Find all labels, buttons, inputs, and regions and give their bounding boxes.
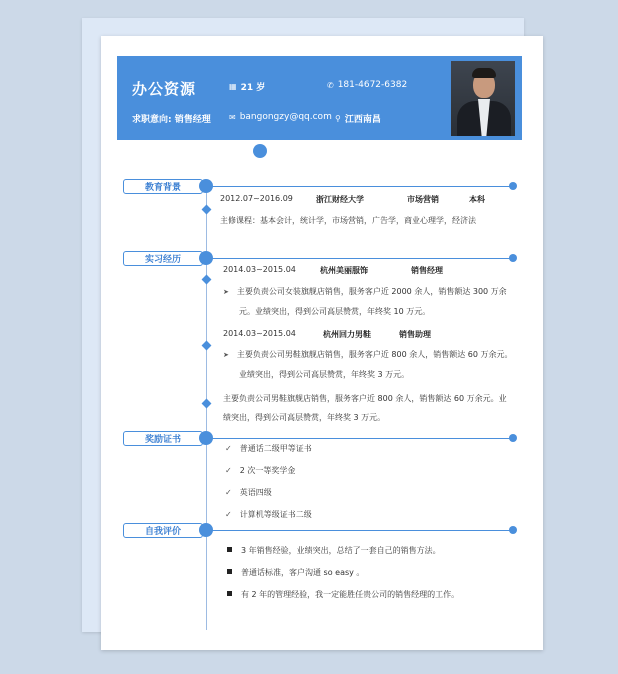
internship-divider [207,258,513,259]
phone-info [327,80,407,90]
extra-marker [202,399,212,409]
awards-list [225,438,312,526]
email-value: bangongzy@qq.com [239,112,332,122]
square-bullet-icon [227,547,232,552]
education-school: 浙江财经大学 [316,195,364,204]
education-marker [202,205,212,215]
award-text: 普通话二级甲等证书 [239,444,312,453]
check-icon: ✓ [225,466,232,475]
self-item [227,540,459,562]
internship-bullet [199,251,213,265]
job2-company: 杭州回力男鞋 [323,330,371,339]
check-icon: ✓ [225,488,232,497]
candidate-name: 办公资源 [132,80,197,98]
city-value: 江西南昌 [344,115,381,125]
self-item [227,562,459,584]
internship-heading: 实习经历 [123,251,203,266]
self-divider [207,530,513,531]
internship-end-dot [509,254,517,262]
education-degree: 本科 [469,195,485,204]
job1-company: 杭州美丽服饰 [320,266,368,275]
job1-role: 销售经理 [411,266,443,275]
job2-desc-line2: 业绩突出，得到公司高层赞赏，年终奖 3 万元。 [239,370,410,379]
self-text: 有 2 年的管理经验，我一定能胜任贵公司的销售经理的工作。 [241,590,460,599]
age-info [229,80,265,93]
profile-photo [451,61,515,136]
extra-description [223,389,507,427]
phone-value: 181-4672-6382 [337,80,408,90]
self-text: 3 年销售经验，业绩突出，总结了一套自己的销售方法。 [241,546,441,555]
award-text: 英语四级 [239,488,272,497]
self-item [227,584,459,606]
self-list [227,540,459,606]
award-item [225,482,312,504]
award-text: 2 次一等奖学金 [239,466,296,475]
job-intent: 求职意向: 销售经理 [132,115,211,125]
square-bullet-icon [227,569,232,574]
education-period: 2012.07~2016.09 [220,194,293,203]
extra-desc-line2: 绩突出，得到公司高层赞赏，年终奖 3 万元。 [223,413,386,422]
job1-desc-line1 [223,282,507,302]
check-icon: ✓ [225,510,232,519]
education-end-dot [509,182,517,190]
resume-page [101,36,543,650]
job2-marker [202,341,212,351]
award-item [225,504,312,526]
job1-period: 2014.03~2015.04 [223,265,296,274]
arrow-bullet-icon: ➤ [223,288,229,296]
self-heading: 自我评价 [123,523,203,538]
job1-description [223,282,507,321]
award-item [225,460,312,482]
photo-hair-shape [472,68,496,78]
awards-bullet [199,431,213,445]
header-connector-dot [253,144,267,158]
education-bullet [199,179,213,193]
self-bullet [199,523,213,537]
job2-role: 销售助理 [399,330,431,339]
phone-icon: ✆ [327,80,334,90]
self-text: 普通话标准，客户沟通 so easy 。 [241,568,365,577]
education-divider [207,186,513,187]
education-heading: 教育背景 [123,179,203,194]
age-value: 21 岁 [240,83,266,93]
mail-icon: ✉ [229,112,236,122]
job2-desc-text1: 主要负责公司男鞋旗舰店销售，服务客户近 800 余人，销售额达 60 万余元。 [236,350,513,359]
job1-desc-text1: 主要负责公司女装旗舰店销售，服务客户近 2000 余人，销售额达 300 万余 [236,287,507,296]
check-icon: ✓ [225,444,232,453]
awards-end-dot [509,434,517,442]
job1-desc-line2: 元。业绩突出，得到公司高层赞赏，年终奖 10 万元。 [239,307,431,316]
job1-marker [202,275,212,285]
resume-header [117,56,522,140]
awards-heading: 奖励证书 [123,431,203,446]
job2-period: 2014.03~2015.04 [223,329,296,338]
award-text: 计算机等级证书二级 [239,510,312,519]
education-courses: 主修课程：基本会计，统计学，市场营销，广告学，商业心理学，经济法 [220,216,476,225]
city-info [335,112,381,125]
award-item [225,438,312,460]
extra-desc-line1: 主要负责公司男鞋旗舰店销售，服务客户近 800 余人，销售额达 60 万余元。业 [223,394,507,403]
job2-description [223,345,513,384]
job2-desc-line1 [223,345,513,365]
location-pin-icon: ⚲ [335,114,341,123]
square-bullet-icon [227,591,232,596]
email-info [229,112,332,122]
self-end-dot [509,526,517,534]
education-major: 市场营销 [407,195,439,204]
arrow-bullet-icon: ➤ [223,351,229,359]
calendar-icon: ▦ [229,82,237,91]
